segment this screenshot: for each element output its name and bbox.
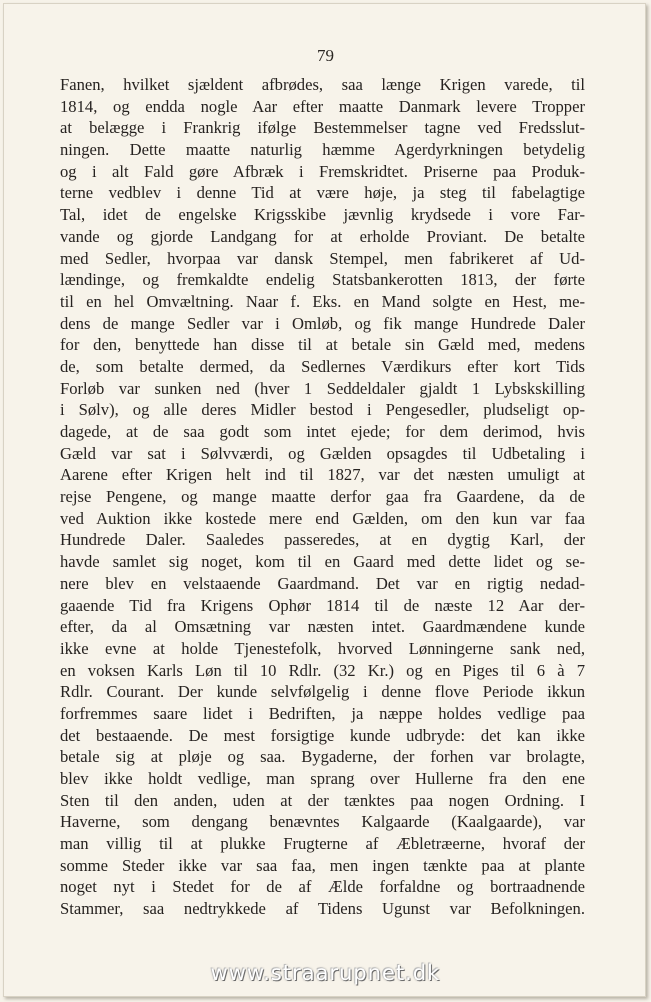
- text-line: med Sedler, hvorpaa var dansk Stempel, men fabrikeret af Ud-: [60, 248, 585, 268]
- text-line: gaaende Tid fra Krigens Ophør 1814 til de næste 12 Aar der-: [60, 595, 585, 615]
- text-line: 1814, og endda nogle Aar efter maatte Danmark levere Tropper: [60, 96, 585, 116]
- text-line: lændinge, og fremkaldte endelig Statsbankerotten 1813, der førte: [60, 270, 585, 290]
- text-line: rejse Pengene, og mange maatte derfor gaa fra Gaardene, da de: [60, 487, 585, 507]
- text-line: de, som betalte dermed, da Sedlernes Værdikurs efter kort Tids: [60, 356, 585, 376]
- text-line: en voksen Karls Løn til 10 Rdlr. (32 Kr.) og en Piges til 6 à 7: [60, 660, 585, 680]
- text-line: havde samlet sig noget, kom til en Gaard med dette lidet og se-: [60, 552, 585, 572]
- text-line: Stammer, saa nedtrykkede af Tidens Ugunst var Befolkningen.: [60, 899, 585, 919]
- text-line: Sten til den anden, uden at der tænktes paa nogen Ordning. I: [60, 790, 585, 810]
- text-line: Fanen, hvilket sjældent afbrødes, saa længe Krigen varede, til: [60, 75, 585, 94]
- text-line: og i alt Fald gøre Afbræk i Fremskridtet. Priserne paa Produk-: [60, 161, 585, 181]
- text-line: det bestaaende. De mest forsigtige kunde udbryde: det kan ikke: [60, 725, 585, 745]
- text-line: nere blev en velstaaende Gaardmand. Det var en rigtig nedad-: [60, 573, 585, 593]
- text-line: forfremmes saare lidet i Bedriften, ja næppe holdes vedlige paa: [60, 703, 585, 723]
- text-line: dens de mange Sedler var i Omløb, og fik mange Hundrede Daler: [60, 313, 585, 333]
- body-text: [60, 74, 585, 920]
- text-line: at belægge i Frankrig ifølge Bestemmelser tagne ved Fredsslut-: [60, 118, 585, 138]
- text-line: man villig til at plukke Frugterne af Æbletræerne, hvoraf der: [60, 834, 585, 854]
- text-line: Hundrede Daler. Saaledes passeredes, at en dygtig Karl, der: [60, 530, 585, 550]
- text-line: efter, da al Omsætning var næsten intet. Gaardmændene kunde: [60, 617, 585, 637]
- text-line: Tal, idet de engelske Krigsskibe jævnlig krydsede i vore Far-: [60, 205, 585, 225]
- text-line: noget nyt i Stedet for de af Ælde forfaldne og bortraadnende: [60, 877, 585, 897]
- text-line: Forløb var sunken ned (hver 1 Seddeldaler gjaldt 1 Lybskskilling: [60, 378, 585, 398]
- page-number: 79: [317, 46, 334, 65]
- text-line: blev ikke holdt vedlige, man sprang over Hullerne fra den ene: [60, 769, 585, 788]
- text-line: terne vedblev i denne Tid at være høje, ja steg til fabelagtige: [60, 183, 585, 203]
- text-line: betale sig at pløje og saa. Bygaderne, der forhen var brolagte,: [60, 747, 585, 767]
- text-line: somme Steder ikke var saa faa, men ingen tænkte paa at plante: [60, 855, 585, 875]
- text-line: Gæld var sat i Sølvværdi, og Gælden opsagdes til Udbetaling i: [60, 443, 585, 463]
- text-line: til en hel Omvæltning. Naar f. Eks. en Mand solgte en Hest, me-: [60, 291, 585, 311]
- text-line: for den, benyttede han disse til at betale sin Gæld med, medens: [60, 335, 585, 355]
- text-line: Haverne, som dengang benævntes Kalgaarde (Kaalgaarde), var: [60, 812, 585, 832]
- text-line: i Sølv), og alle deres Midler bestod i Pengesedler, pludseligt op-: [60, 400, 585, 420]
- text-line: ikke evne at holde Tjenestefolk, hvorved Lønningerne sank ned,: [60, 638, 585, 658]
- watermark: www.straarupnet.dk: [210, 961, 441, 985]
- text-line: Rdlr. Courant. Der kunde selvfølgelig i denne flove Periode ikkun: [60, 682, 585, 702]
- text-line: vande og gjorde Landgang for at erholde Proviant. De betalte: [60, 226, 585, 246]
- text-line: ningen. Dette maatte naturlig hæmme Agerdyrkningen betydelig: [60, 140, 585, 160]
- text-line: ved Auktion ikke kostede mere end Gælden, om den kun var faa: [60, 508, 585, 528]
- text-line: Aarene efter Krigen helt ind til 1827, var det næsten umuligt at: [60, 465, 585, 485]
- text-line: dagede, at de saa godt som intet ejede; for dem derimod, hvis: [60, 422, 585, 441]
